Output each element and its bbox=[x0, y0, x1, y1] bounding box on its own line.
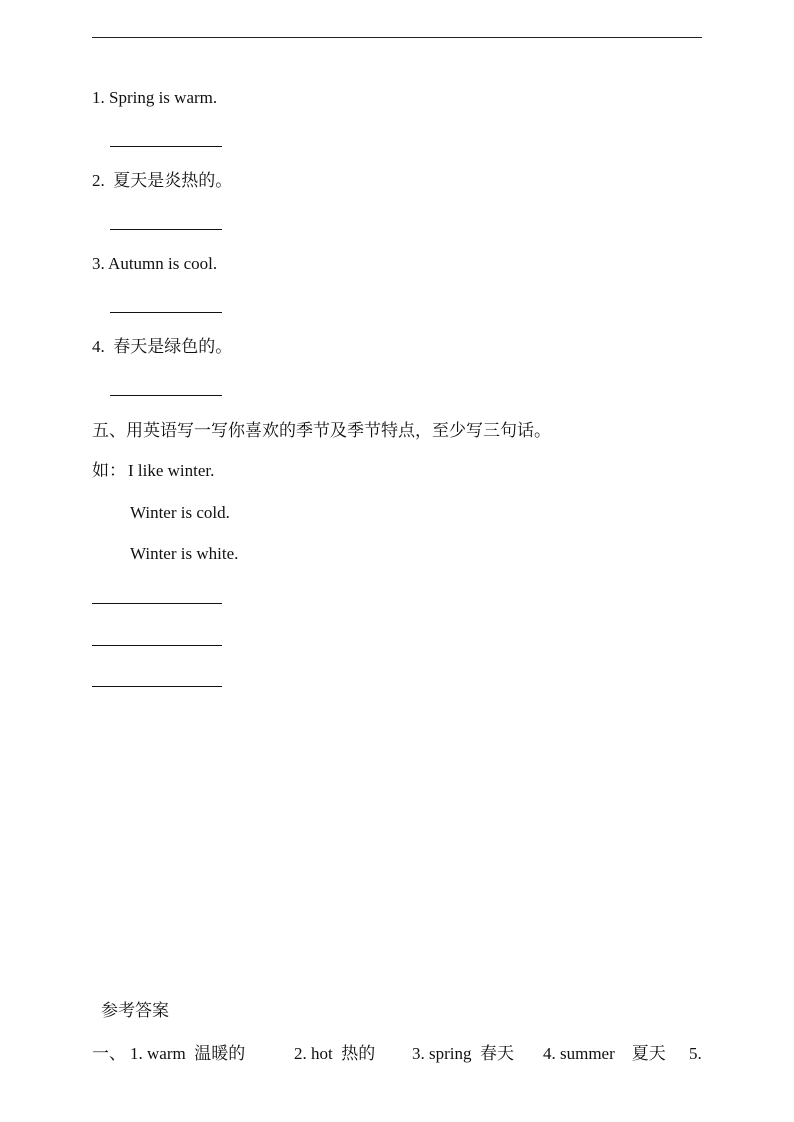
answer-item-3: 3. spring 春天 bbox=[412, 1044, 514, 1063]
section5-instruction: 五、用英语写一写你喜欢的季节及季节特点，至少写三句话。 bbox=[92, 421, 551, 440]
exercise-item-2: 2. 夏天是炎热的。 bbox=[92, 171, 233, 190]
example-line-2: Winter is cold. bbox=[130, 503, 230, 522]
answer-blank-2[interactable] bbox=[110, 229, 222, 230]
example-prefix: 如： bbox=[92, 461, 126, 480]
example-line-1: I like winter. bbox=[128, 461, 215, 480]
answers-heading: 参考答案 bbox=[101, 1001, 169, 1020]
exercise-item-4: 4. 春天是绿色的。 bbox=[92, 337, 233, 356]
answers-line1-prefix: 一、 bbox=[92, 1044, 126, 1063]
exercise-item-1: 1. Spring is warm. bbox=[92, 88, 218, 107]
answer-blank-3[interactable] bbox=[110, 312, 222, 313]
answer-item-5: 5. bbox=[689, 1044, 702, 1063]
answer-blank-1[interactable] bbox=[110, 146, 222, 147]
answer-item-4: 4. summer 夏天 bbox=[543, 1044, 666, 1063]
writing-blank-3[interactable] bbox=[92, 686, 222, 687]
answer-blank-4[interactable] bbox=[110, 395, 222, 396]
writing-blank-1[interactable] bbox=[92, 603, 222, 604]
exercise-item-3: 3. Autumn is cool. bbox=[92, 254, 218, 273]
writing-blank-2[interactable] bbox=[92, 645, 222, 646]
header-rule bbox=[92, 37, 702, 38]
answer-item-1: 1. warm 温暖的 bbox=[130, 1044, 246, 1063]
example-line-3: Winter is white. bbox=[130, 544, 239, 563]
answer-item-2: 2. hot 热的 bbox=[294, 1044, 376, 1063]
